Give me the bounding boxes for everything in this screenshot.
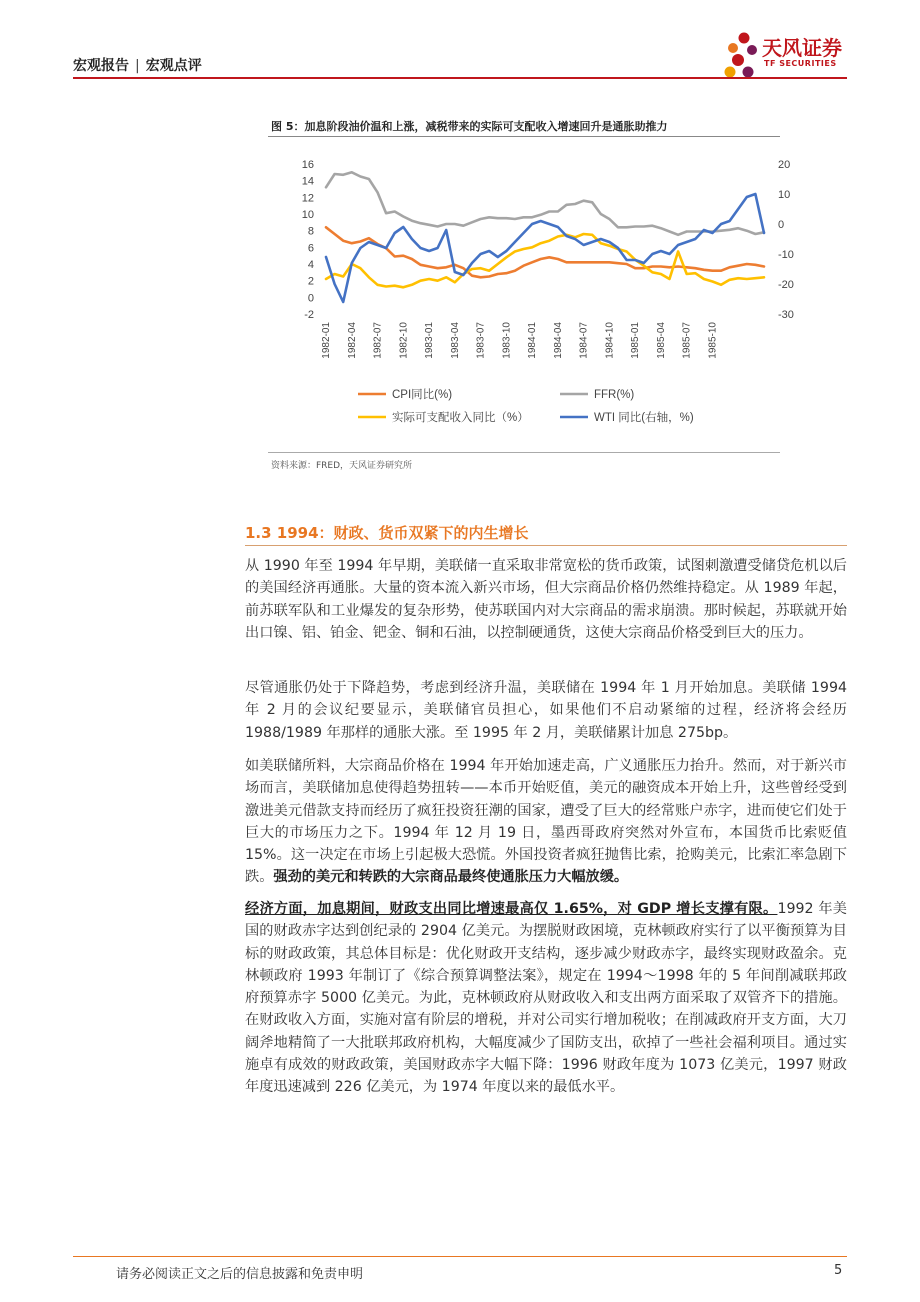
logo-name: 天风证券: [762, 36, 842, 60]
left-axis-tick-label: 6: [307, 242, 314, 255]
left-axis-tick-label: 0: [307, 292, 314, 305]
paragraph-3-conclusion: 强劲的美元和转跌的大宗商品最终使通胀压力大幅放缓。: [273, 869, 629, 886]
paragraph-4-text: 1992 年美国的财政赤字达到创纪录的 2904 亿美元。为摆脱财政困境，克林顿政府实行了以平衡预算为目标的财政政策，其总体目标是：优化财政开支结构，逐步减少财政赤字，最终实现财政盈余。克林顿政府 1993 年制订了《综合预算调整法案》，规定在 1994～1998 年的 5 年间削减联邦政府预算赤字 5000 亿美元。为此，克林顿政府从财政收入和支出两方面采取了双管齐下的措施。在财政收入方面，实施对富有阶层的增税，并对公司实行增加税收；在削减政府开支方面，大刀阔斧地精简了一大批联邦政府机构，大幅度减少了国防支出，砍掉了一些社会福利项目。通过实施卓有成效的财政政策，美国财政赤字大幅下降：1996 财政年度为 1073 亿美元，1997 财政年度迅速减到 226 亿美元，为 1974 年度以来的最低水平。: [245, 901, 847, 1096]
right-axis-tick-label: 0: [778, 219, 785, 231]
report-type: 宏观报告: [73, 58, 129, 74]
paragraph-1: 从 1990 年至 1994 年早期，美联储一直采取非常宽松的货币政策，试图刺激遭受储贷危机以后的美国经济再通胀。大量的资本流入新兴市场，但大宗商品价格仍然维持稳定。从 1989 年起，前苏联军队和工业爆发的复杂形势，使苏联国内对大宗商品的需求崩溃。那时候起，苏联就开始出口镍、铝、铂金、钯金、铜和石油，以控制硬通货，这使大宗商品价格受到巨大的压力。: [245, 558, 847, 641]
legend-label: 实际可支配收入同比（%）: [392, 412, 529, 424]
x-axis-tick-label: 1982-10: [398, 322, 410, 359]
x-axis-tick-label: 1984-04: [552, 322, 564, 359]
right-axis-tick-label: 10: [778, 189, 791, 201]
company-logo: [722, 28, 862, 80]
figure-source: 资料来源：FRED，天风证券研究所: [271, 461, 413, 471]
legend-label: CPI同比(%): [392, 389, 453, 401]
left-axis-tick-label: 2: [307, 275, 314, 288]
report-breadcrumb: [73, 55, 202, 75]
figure-title: 图 5：加息阶段油价温和上涨，减税带来的实际可支配收入增速回升是通胀助推力: [271, 120, 668, 133]
left-axis-tick-label: 8: [307, 225, 314, 238]
logo-flower-icon: [722, 28, 762, 80]
x-axis-tick-label: 1983-04: [449, 322, 461, 359]
x-axis-tick-label: 1983-01: [424, 322, 436, 359]
x-axis-tick-label: 1985-10: [707, 322, 719, 359]
x-axis-tick-label: 1983-07: [475, 322, 487, 359]
x-axis-tick-label: 1982-04: [346, 322, 358, 359]
x-axis-tick-label: 1983-10: [501, 322, 513, 359]
paragraph-4-lead: 经济方面，加息期间，财政支出同比增速最高仅 1.65%，对 GDP 增长支撑有限。: [245, 901, 778, 917]
right-axis-tick-label: -30: [778, 309, 794, 321]
section-divider: [245, 545, 847, 546]
paragraph-3-text: 如美联储所料，大宗商品价格在 1994 年开始加速走高，广义通胀压力抬升。然而，对于新兴市场而言，美联储加息使得趋势扭转——本币开始贬值，美元的融资成本开始上升，这些曾经受到激进美元借款支持而经历了疯狂投资狂潮的国家，遭受了巨大的经常账户赤字，进而使它们处于巨大的市场压力之下。1994 年 12 月 19 日，墨西哥政府突然对外宣布，本国货币比索贬值 15%。这一决定在市场上引起极大恐慌。外国投资者疯狂抛售比索，抢购美元，比索汇率急剧下跌。: [245, 758, 847, 886]
paragraph-3: [245, 755, 847, 889]
left-axis-tick-label: 12: [301, 192, 314, 205]
right-axis-tick-label: 20: [778, 159, 791, 171]
x-axis-tick-label: 1984-10: [604, 322, 616, 359]
left-axis-tick-label: 16: [301, 159, 314, 171]
legend-label: WTI 同比(右轴，%): [594, 412, 694, 424]
paragraph-2: 尽管通胀仍处于下降趋势，考虑到经济升温，美联储在 1994 年 1 月开始加息。美联储 1994 年 2 月的会议纪要显示，美联储官员担心，如果他们不启动紧缩的过程，经济将会经历 1988/1989 年那样的通胀大涨。至 1995 年 2 月，美联储累计加息 275bp。: [245, 680, 847, 741]
header-divider: [73, 77, 847, 79]
x-axis-tick-label: 1985-07: [681, 322, 693, 359]
left-axis-tick-label: 14: [301, 175, 314, 188]
logo-subtitle: TF SECURITIES: [764, 59, 837, 68]
figure-top-divider: [268, 136, 780, 137]
paragraph-4: [245, 898, 847, 1099]
right-axis-tick-label: -20: [778, 279, 794, 291]
x-axis-tick-label: 1985-01: [630, 322, 642, 359]
left-axis-tick-label: 4: [307, 259, 314, 271]
section-title: 1.3 1994：财政、货币双紧下的内生增长: [245, 524, 529, 542]
report-category: 宏观点评: [145, 58, 202, 74]
series-line-3: [326, 234, 764, 287]
legend-label: FFR(%): [594, 389, 635, 401]
footer-disclaimer: 请务必阅读正文之后的信息披露和免责申明: [116, 1267, 364, 1282]
x-axis-tick-label: 1985-04: [655, 322, 667, 359]
page-number: 5: [834, 1263, 843, 1278]
series-line-2: [326, 172, 764, 235]
x-axis-tick-label: 1984-01: [527, 322, 539, 359]
left-axis-tick-label: 10: [301, 209, 314, 221]
right-axis-tick-label: -10: [778, 249, 794, 261]
figure-bottom-divider: [268, 452, 780, 453]
breadcrumb-separator: |: [135, 58, 140, 74]
x-axis-tick-label: 1982-01: [321, 322, 332, 359]
left-axis-tick-label: -2: [304, 309, 314, 321]
footer-divider: [73, 1256, 847, 1257]
line-chart: [268, 140, 794, 450]
x-axis-tick-label: 1982-07: [372, 322, 384, 359]
x-axis-tick-label: 1984-07: [578, 322, 590, 359]
